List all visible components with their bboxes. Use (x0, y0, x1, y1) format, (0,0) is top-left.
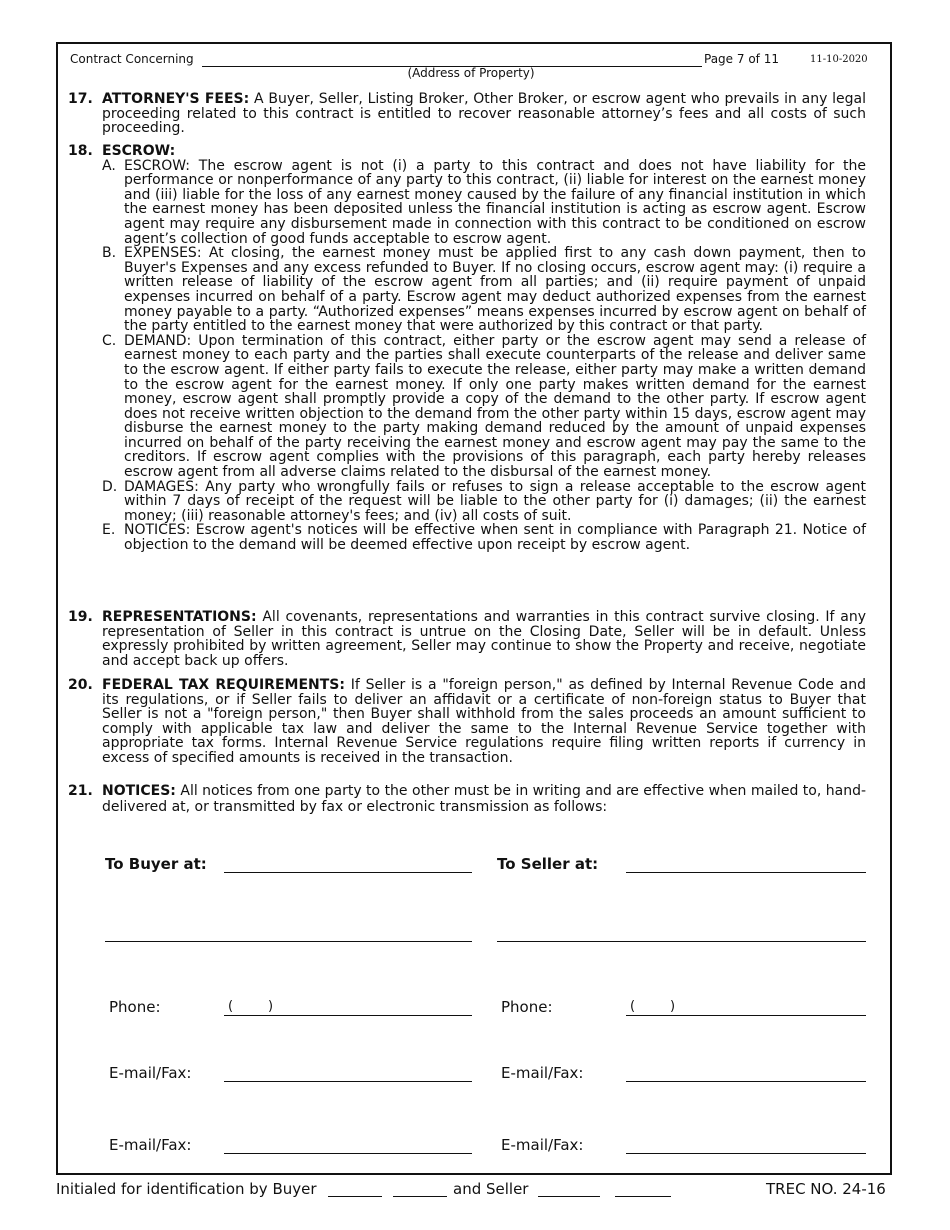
section-text: If Seller is a "foreign person," as defined by Internal Revenue Code and its regulations, or if Seller fails to deliver an affidavit or a certificate of non-foreign status to Buyer that Seller is not a "foreign person," then Buyer shall withhold from the sales proceeds an amount sufficient to comply with applicable tax law and deliver the same to the Internal Revenue Service together with appropriate tax forms. Internal Revenue Service regulations require filing written reports if currency in excess of specified amounts is received in the transaction. (102, 677, 867, 766)
buyer-phone-field[interactable] (224, 1015, 472, 1016)
and-seller-label: and Seller (453, 1180, 529, 1198)
seller-email-fax-label-1: E-mail/Fax: (501, 1064, 584, 1082)
seller-email-fax-field-1[interactable] (626, 1081, 866, 1082)
seller-initial-1[interactable] (538, 1196, 600, 1197)
buyer-email-fax-field-1[interactable] (224, 1081, 472, 1082)
seller-email-fax-field-2[interactable] (626, 1153, 866, 1154)
section-number: 20. (68, 677, 93, 693)
subsection-e: E. NOTICES: Escrow agent's notices will be effective when sent in compliance with Paragraph 21. Notice of objection to the demand will be deemed effective upon receipt by escrow agent. (102, 522, 866, 554)
seller-phone-label: Phone: (501, 998, 553, 1016)
seller-phone-paren-close: ) (670, 999, 676, 1014)
buyer-address-line-2[interactable] (105, 941, 472, 942)
section-text: All notices from one party to the other must be in writing and are effective when mailed to, hand-delivered at, or transmitted by fax or electronic transmission as follows: (102, 783, 867, 815)
to-buyer-label: To Buyer at: (105, 855, 207, 873)
section-21 (68, 783, 866, 815)
section-heading: ATTORNEY'S FEES: (102, 91, 250, 107)
trec-form-number: TREC NO. 24-16 (766, 1180, 886, 1198)
buyer-phone-paren-open: ( (228, 999, 234, 1014)
section-number: 17. (68, 91, 93, 107)
to-seller-label: To Seller at: (497, 855, 599, 873)
seller-address-line-1[interactable] (626, 872, 866, 873)
buyer-email-fax-label-1: E-mail/Fax: (109, 1064, 192, 1082)
section-text: All covenants, representations and warranties in this contract survive closing. If any representation of Seller in this contract is untrue on the Closing Date, Seller will be in default. Unless expressly prohibited by written agreement, Seller may continue to show the Property and receive, negotiate and accept back up offers. (102, 609, 866, 669)
address-caption: (Address of Property) (407, 66, 535, 80)
section-heading: REPRESENTATIONS: (102, 609, 257, 625)
seller-phone-paren-open: ( (630, 999, 636, 1014)
subsection-a: A. ESCROW: The escrow agent is not (i) a party to this contract and does not have liability for the performance or nonperformance of any party to this contract, (ii) liable for interest on the earnest money and (iii) liable for the loss of any earnest money caused by the failure of any financial institution in which the earnest money has been deposited unless the financial institution is acting as escrow agent. Escrow agent may require any disbursement made in connection with this contract to be conditioned on escrow agent’s collection of good funds acceptable to escrow agent. (102, 157, 866, 247)
section-number: 18. (68, 143, 93, 159)
section-20 (68, 678, 866, 766)
buyer-email-fax-label-2: E-mail/Fax: (109, 1136, 192, 1154)
section-heading: ESCROW: (102, 143, 176, 159)
contract-concerning-label: Contract Concerning (70, 52, 194, 66)
seller-phone-field[interactable] (626, 1015, 866, 1016)
section-18 (68, 144, 866, 553)
page-number: Page 7 of 11 (704, 52, 779, 66)
section-heading: NOTICES: (102, 783, 176, 799)
buyer-initial-2[interactable] (393, 1196, 447, 1197)
subsection-b: B. EXPENSES: At closing, the earnest money must be applied first to any cash down payment, then to Buyer's Expenses and any excess refunded to Buyer. If no closing occurs, escrow agent may: (i) require a written release of liability of the escrow agent from all parties; and (ii) require payment of unpaid expenses incurred on behalf of a party. Escrow agent may deduct authorized expenses from the earnest money payable to a party. “Authorized expenses” means expenses incurred by escrow agent on behalf of the party entitled to the earnest money that were authorized by this contract or that party. (102, 245, 866, 335)
section-number: 21. (68, 783, 93, 799)
seller-initial-2[interactable] (615, 1196, 671, 1197)
buyer-initial-1[interactable] (328, 1196, 382, 1197)
buyer-phone-label: Phone: (109, 998, 161, 1016)
form-date: 11-10-2020 (810, 54, 868, 65)
section-17 (68, 92, 866, 136)
subsection-c: C. DEMAND: Upon termination of this contract, either party or the escrow agent may send a release of earnest money to each party and the parties shall execute counterparts of the release and deliver same to the escrow agent. If either party fails to execute the release, either party may make a written demand to the escrow agent for the earnest money. If only one party makes written demand for the earnest money, escrow agent shall promptly provide a copy of the demand to the other party. If escrow agent does not receive written objection to the demand from the other party within 15 days, escrow agent may disburse the earnest money to the party making demand reduced by the amount of unpaid expenses incurred on behalf of the party receiving the earnest money and escrow agent may pay the same to the creditors. If escrow agent complies with the provisions of this paragraph, each party hereby releases escrow agent from all adverse claims related to the disbursal of the earnest money. (102, 332, 866, 481)
seller-email-fax-label-2: E-mail/Fax: (501, 1136, 584, 1154)
section-heading: FEDERAL TAX REQUIREMENTS: (102, 677, 345, 693)
subsection-d: D. DAMAGES: Any party who wrongfully fails or refuses to sign a release acceptable to the escrow agent within 7 days of receipt of the request will be liable to the other party for (i) damages; (ii) the earnest money; (iii) reasonable attorney's fees; and (iv) all costs of suit. (102, 478, 866, 524)
buyer-phone-paren-close: ) (268, 999, 274, 1014)
buyer-address-line-1[interactable] (224, 872, 472, 873)
section-19 (68, 610, 866, 668)
seller-address-line-2[interactable] (497, 941, 866, 942)
section-text: A Buyer, Seller, Listing Broker, Other Broker, or escrow agent who prevails in any legal proceeding related to this contract is entitled to recover reasonable attorney’s fees and all costs of such proceeding. (102, 91, 867, 137)
initials-buyer-label: Initialed for identification by Buyer (56, 1180, 317, 1198)
buyer-email-fax-field-2[interactable] (224, 1153, 472, 1154)
section-number: 19. (68, 609, 93, 625)
